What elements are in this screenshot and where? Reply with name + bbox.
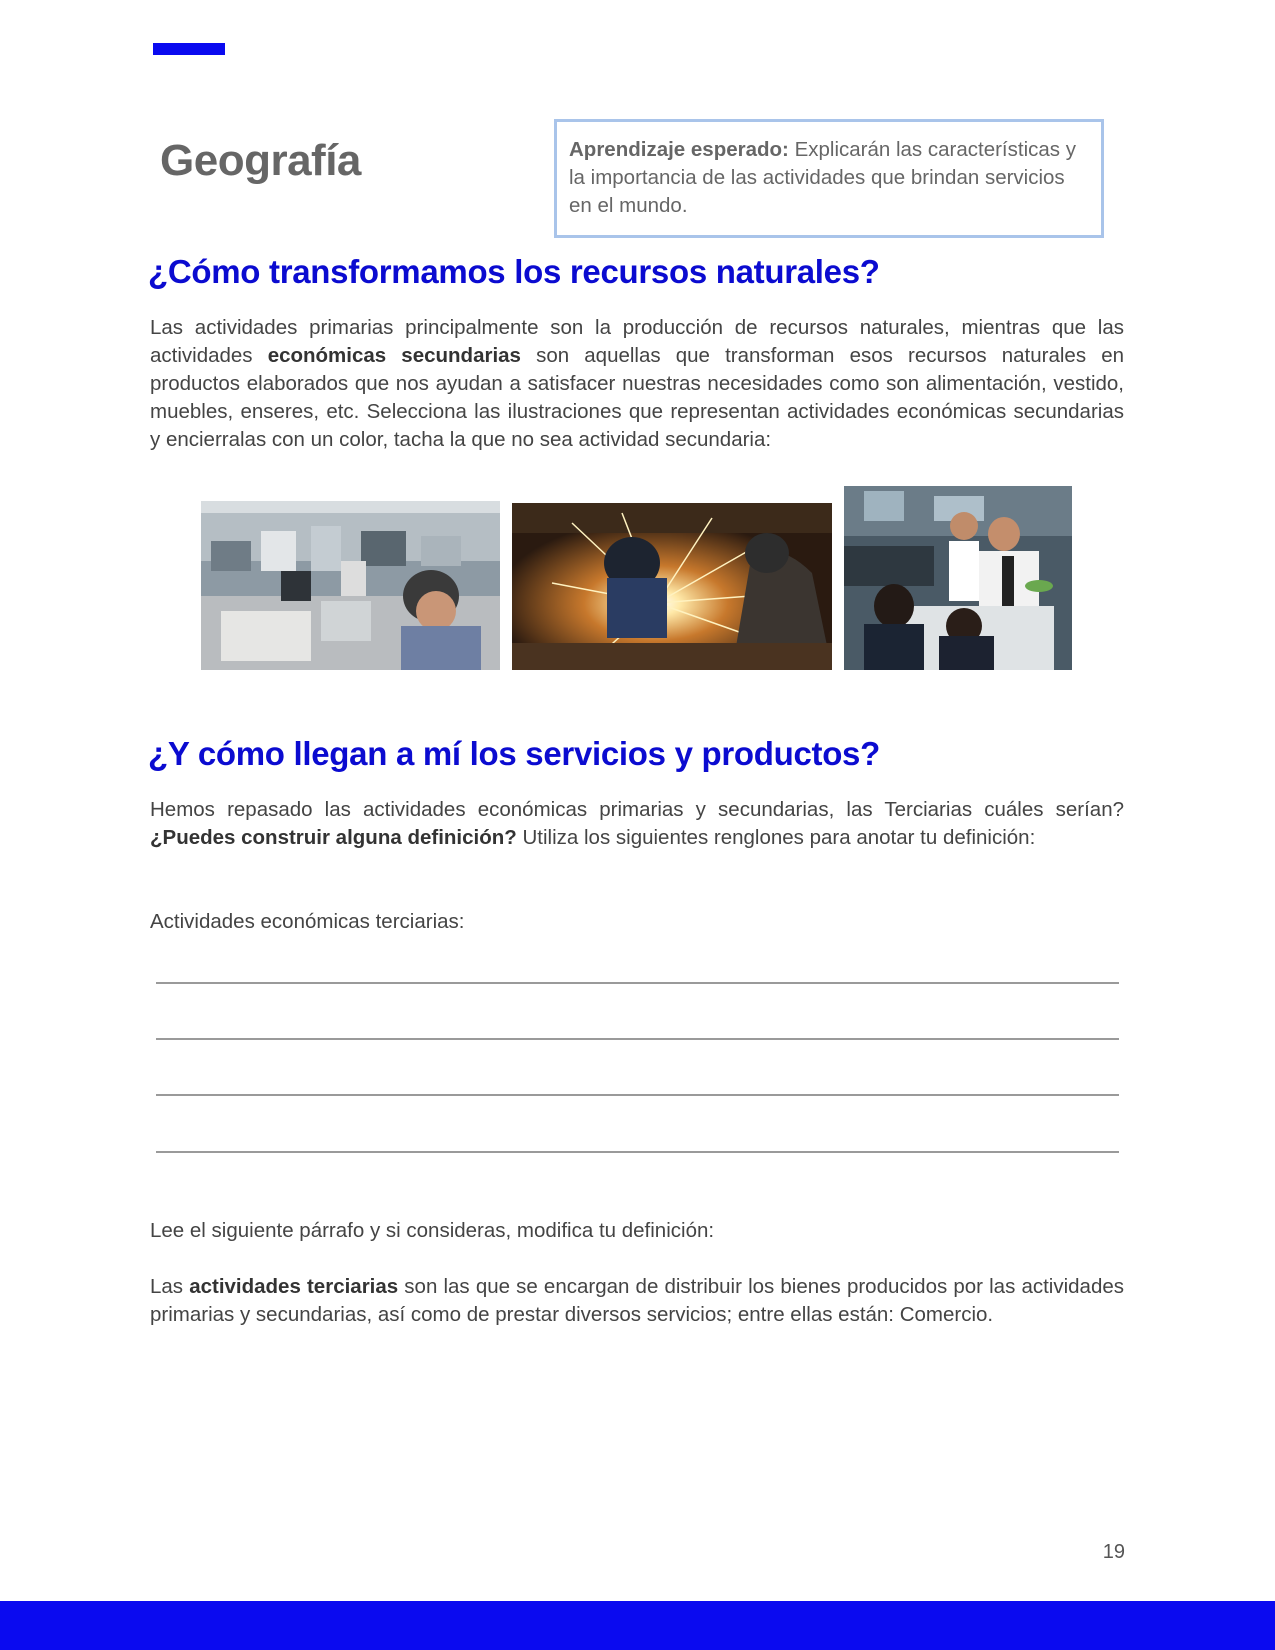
subject-title: Geografía [160, 136, 361, 185]
instruction-text: Lee el siguiente párrafo y si consideras, modifica tu definición: [150, 1219, 715, 1242]
tertiary-prompt-label: Actividades económicas terciarias: [150, 910, 465, 933]
writing-line-2[interactable] [156, 1038, 1119, 1040]
textile-factory-photo [201, 501, 500, 670]
section1-bold-term: económicas secundarias [267, 344, 521, 367]
writing-line-1[interactable] [156, 982, 1119, 984]
learning-objective-label: Aprendizaje esperado: [569, 138, 789, 161]
section1-text-b: son aquellas que transforman esos recursos naturales en productos elaborados que nos ayudan a satisfacer nuestras necesidades como son alimentación, vestido, muebles, enseres, etc. Selecciona las ilustraciones que representan actividades económicas secundarias y encierralas con un color, tacha la que no sea actividad secundaria: [150, 344, 1124, 451]
top-accent-bar [153, 43, 225, 55]
section2-heading: ¿Y cómo llegan a mí los servicios y productos? [148, 735, 880, 772]
writing-line-4[interactable] [156, 1151, 1119, 1153]
learning-objective-box [554, 119, 1104, 238]
section2-text-a: Hemos repasado las actividades económicas primarias y secundarias, las Terciarias cuáles serían? [150, 798, 1124, 821]
section2-text-b: Utiliza los siguientes renglones para anotar tu definición: [516, 826, 1036, 849]
writing-line-3[interactable] [156, 1094, 1119, 1096]
definition-bold-term: actividades terciarias [189, 1275, 399, 1298]
definition-text-a: Las [150, 1275, 190, 1298]
restaurant-waiter-photo [844, 486, 1072, 670]
definition-text-b: son las que se encargan de distribuir los bienes producidos por las actividades primarias y secundarias, así como de prestar diversos servicios; entre ellas están: Comercio. [150, 1275, 1125, 1326]
welding-photo [512, 503, 832, 670]
page-number: 19 [1102, 1541, 1125, 1563]
section1-paragraph [150, 314, 1124, 454]
section1-heading: ¿Cómo transformamos los recursos naturales? [148, 253, 880, 290]
section1-text-a: Las actividades primarias principalmente son la producción de recursos naturales, mientras que las actividades [150, 316, 1124, 367]
bottom-accent-bar [0, 1601, 1275, 1650]
tertiary-definition-paragraph [150, 1273, 1124, 1329]
section2-paragraph [150, 796, 1124, 852]
learning-objective-text: Explicarán las características y la importancia de las actividades que brindan servicios en el mundo. [569, 138, 1076, 217]
section2-bold-question: ¿Puedes construir alguna definición? [150, 826, 517, 849]
